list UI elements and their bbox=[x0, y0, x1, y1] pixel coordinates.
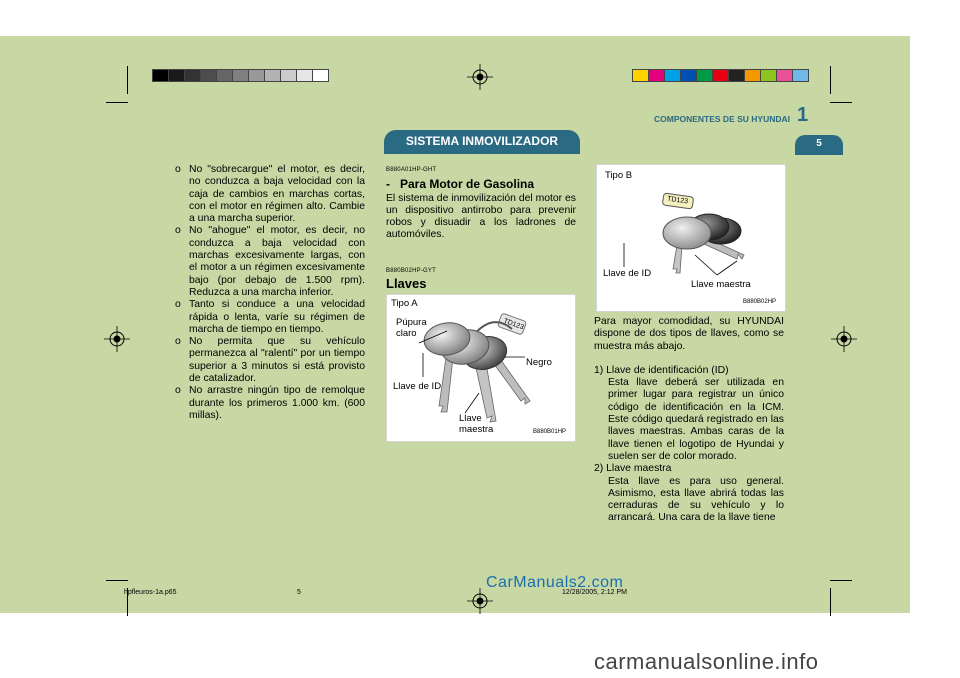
figure-code: B880B02HP bbox=[743, 299, 777, 305]
figure-code: B880B01HP bbox=[533, 429, 567, 435]
label-id-key: Llave de ID bbox=[393, 381, 442, 392]
chapter-number: 1 bbox=[797, 104, 809, 126]
key-tag-text: TD123 bbox=[502, 317, 525, 332]
color-swatch bbox=[184, 69, 201, 82]
item-id-key-title: 1) Llave de identificación (ID) bbox=[594, 364, 729, 376]
paragraph-immobilizer: El sistema de inmovilización del motor es un dispositivo antirrobo para prevenir robos y disuadir a los ladrones de automóviles. bbox=[386, 192, 576, 241]
color-swatch bbox=[696, 69, 713, 82]
page-number-underline bbox=[795, 152, 843, 155]
crop-mark bbox=[127, 66, 128, 94]
watermark-carmanuals2: CarManuals2.com bbox=[486, 574, 624, 591]
section-code: B880B02HP-GYT bbox=[386, 268, 436, 274]
right-column bbox=[594, 316, 784, 525]
color-swatch bbox=[712, 69, 729, 82]
color-swatch bbox=[648, 69, 665, 82]
crop-mark bbox=[830, 580, 852, 581]
gray-calibration-bar bbox=[152, 69, 330, 81]
section-code: B880A01HP-GHT bbox=[386, 167, 437, 173]
color-swatch bbox=[232, 69, 249, 82]
registration-crosshair-icon bbox=[467, 64, 493, 90]
color-swatch bbox=[152, 69, 169, 82]
registration-crosshair-icon bbox=[831, 326, 857, 352]
figure-type-label: Tipo A bbox=[391, 298, 418, 309]
color-swatch bbox=[664, 69, 681, 82]
heading-gasoline: - Para Motor de Gasolina bbox=[386, 177, 535, 192]
crop-mark bbox=[106, 580, 128, 581]
footer-page: 5 bbox=[297, 589, 301, 596]
footer-filename: hpfleuros-1a.p65 bbox=[124, 589, 177, 596]
figure-keys-type-b bbox=[596, 164, 786, 312]
key-tag-text: TD123 bbox=[666, 195, 689, 206]
crop-mark bbox=[830, 588, 831, 616]
page-number-tab: 5 bbox=[795, 135, 843, 153]
color-swatch bbox=[280, 69, 297, 82]
label-master-key: Llave maestra bbox=[691, 279, 751, 290]
color-swatch bbox=[792, 69, 809, 82]
item-master-key-text: Esta llave es para uso general. Asimismo, esta llave abrirá todas las cerraduras de su vehículo y lo arrancará. Una cara de la llave tiene bbox=[608, 475, 784, 524]
list-item: o No "ahogue" el motor, es decir, no conduzca a baja velocidad con marchas excesivamente largas, con el motor a un régimen excesivamente bajo (por debajo de 1.500 rpm). Reduzca a una marcha inferior. bbox=[175, 225, 365, 298]
item-master-key-title: 2) Llave maestra bbox=[594, 463, 672, 475]
label-purple-2: claro bbox=[396, 328, 417, 339]
crop-mark bbox=[106, 102, 128, 103]
label-master-key-2: maestra bbox=[459, 424, 494, 435]
label-id-key: Llave de ID bbox=[603, 268, 652, 279]
figure-type-label: Tipo B bbox=[605, 170, 633, 181]
registration-crosshair-icon bbox=[104, 326, 130, 352]
list-item: o No arrastre ningún tipo de remolque durante los primeros 1.000 km. (600 millas). bbox=[175, 385, 365, 421]
color-swatch bbox=[632, 69, 649, 82]
label-purple: Púpura bbox=[396, 317, 427, 328]
list-item: o Tanto si conduce a una velocidad rápida o lenta, varíe su régimen de marcha de tiempo en tiempo. bbox=[175, 299, 365, 335]
chapter-title: COMPONENTES DE SU HYUNDAI bbox=[653, 114, 790, 124]
color-swatch bbox=[744, 69, 761, 82]
color-calibration-bar bbox=[632, 69, 810, 81]
color-swatch bbox=[168, 69, 185, 82]
heading-keys: Llaves bbox=[386, 276, 427, 291]
crop-mark bbox=[830, 66, 831, 94]
color-swatch bbox=[296, 69, 313, 82]
list-item: o No "sobrecargue" el motor, es decir, no conduzca a baja velocidad con la caja de cambios en marchas cortas, con el motor en régimen alto. Cambie a una marcha superior. bbox=[175, 164, 365, 225]
watermark-carmanualsonline: carmanualsonline.info bbox=[594, 649, 819, 674]
color-swatch bbox=[680, 69, 697, 82]
color-swatch bbox=[312, 69, 329, 82]
label-master-key: Llave bbox=[459, 413, 482, 424]
label-black: Negro bbox=[526, 357, 552, 368]
figure-keys-type-a bbox=[386, 294, 576, 442]
color-swatch bbox=[776, 69, 793, 82]
color-swatch bbox=[264, 69, 281, 82]
list-item: o No permita que su vehículo permanezca al "ralentí" por un tiempo superior a 3 minutos si está provisto de catalizador. bbox=[175, 336, 365, 385]
crop-mark bbox=[830, 102, 852, 103]
color-swatch bbox=[200, 69, 217, 82]
footer-date: 12/28/2005, 2:12 PM bbox=[562, 589, 627, 596]
left-column bbox=[175, 164, 365, 422]
color-swatch bbox=[728, 69, 745, 82]
paragraph-intro: Para mayor comodidad, su HYUNDAI dispone de dos tipos de llaves, como se muestra más abajo. bbox=[594, 316, 784, 352]
color-swatch bbox=[216, 69, 233, 82]
item-id-key-text: Esta llave deberá ser utilizada en primer lugar para registrar un único código de identificación en la ICM. Este código quedará registrado en las llaves maestras. Ambas caras de la llave tienen el logotipo de Hyundai y suelen ser de color morado. bbox=[608, 377, 784, 462]
section-title: SISTEMA INMOVILIZADOR bbox=[384, 130, 580, 152]
section-underline bbox=[384, 151, 580, 154]
color-swatch bbox=[248, 69, 265, 82]
color-swatch bbox=[760, 69, 777, 82]
middle-column bbox=[386, 164, 576, 242]
